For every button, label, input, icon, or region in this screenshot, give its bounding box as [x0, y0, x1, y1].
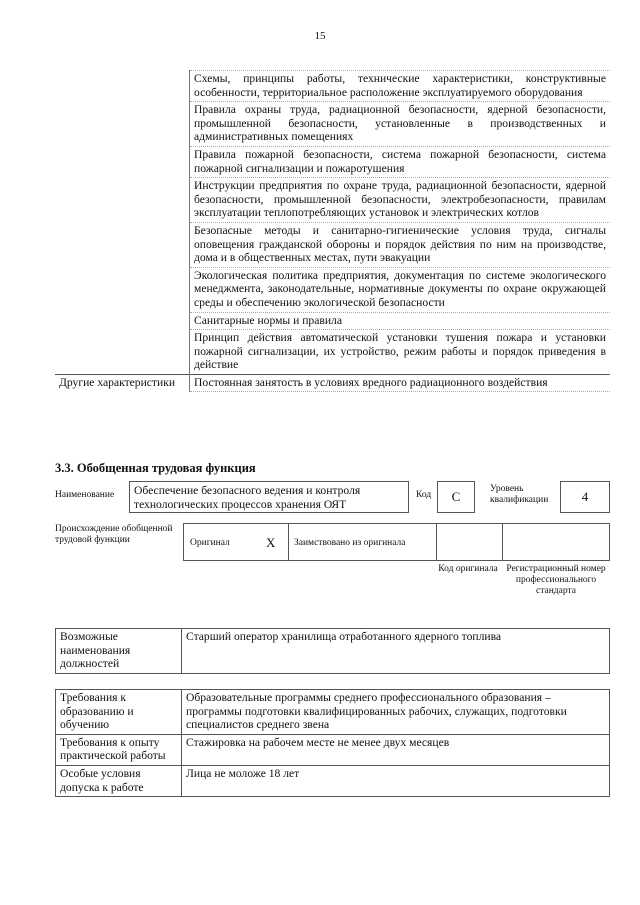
knowledge-item: Правила охраны труда, радиационной безопасности, ядерной безопасности, промышленной безопасности, установленные в производственных и административных помещениях [190, 102, 611, 147]
page-number: 15 [314, 30, 326, 42]
other-characteristics-value: Постоянная занятость в условиях вредного радиационного воздействия [190, 374, 611, 392]
divider [502, 523, 503, 561]
function-name-value: Обеспечение безопасного ведения и контроля технологических процессов хранения ОЯТ [129, 481, 409, 513]
table-row [55, 71, 610, 102]
divider [436, 523, 437, 561]
original-label: Оригинал [190, 538, 230, 548]
code-value: C [437, 481, 475, 513]
divider [288, 523, 289, 561]
knowledge-item: Экологическая политика предприятия, документация по системе экологического менеджмента, законодательные, нормативные документы по охране окружающей среды и обеспечению экологической безопасности [190, 267, 611, 312]
education-requirements-value: Образовательные программы среднего профессионального образования – программы подготовки квалифицированных рабочих, служащих, подготовки специалистов среднего звена [182, 690, 610, 735]
positions-value: Старший оператор хранилища отработанного ядерного топлива [182, 629, 610, 674]
knowledge-item: Безопасные методы и санитарно-гигиенические условия труда, сигналы оповещения гражданской обороны и порядок действия по ним на производстве, дома и в общественных местах, пути эвакуации [190, 222, 611, 267]
code-label: Код [416, 490, 432, 500]
knowledge-item: Инструкции предприятия по охране труда, радиационной безопасности, ядерной безопасности, промышленной безопасности, электробезопасности, правилам эксплуатации теплопотребляющих установок и электрических котлов [190, 178, 611, 223]
name-label: Наименование [55, 490, 115, 500]
table-row [56, 734, 610, 765]
positions-label: Возможные наименования должностей [56, 629, 182, 674]
positions-table [55, 628, 610, 674]
row-label [55, 71, 190, 375]
education-requirements-label: Требования к образованию и обучению [56, 690, 182, 735]
origin-label: Происхождение обобщенной трудовой функции [55, 524, 173, 545]
table-row [56, 765, 610, 796]
knowledge-item: Санитарные нормы и правила [190, 312, 611, 330]
knowledge-item: Принцип действия автоматической установки тушения пожара и установки пожарной сигнализации, их устройство, режим работы и порядок приведения в действие [190, 330, 611, 375]
level-label: Уровень квалификации [490, 484, 549, 505]
experience-requirements-label: Требования к опыту практической работы [56, 734, 182, 765]
table-row [56, 690, 610, 735]
level-value: 4 [560, 481, 610, 513]
table-row [56, 629, 610, 674]
origin-box [183, 523, 610, 561]
knowledge-item: Правила пожарной безопасности, система пожарной безопасности, система пожарной сигнализации и пожаротушения [190, 146, 611, 177]
experience-requirements-value: Стажировка на рабочем месте не менее двух месяцев [182, 734, 610, 765]
knowledge-item: Схемы, принципы работы, технические характеристики, конструктивные особенности, территориальное расположение эксплуатируемого оборудования [190, 71, 611, 102]
section-title: 3.3. Обобщенная трудовая функция [55, 461, 256, 475]
other-characteristics-label: Другие характеристики [55, 374, 190, 392]
table-row [55, 374, 610, 392]
registration-number-caption: Регистрационный номер профессионального стандарта [506, 564, 606, 596]
borrowed-label: Заимствовано из оригинала [294, 538, 406, 548]
admission-conditions-label: Особые условия допуска к работе [56, 765, 182, 796]
requirements-table [55, 689, 610, 797]
code-original-caption: Код оригинала [438, 564, 498, 574]
knowledge-table [55, 70, 610, 392]
admission-conditions-value: Лица не моложе 18 лет [182, 765, 610, 796]
original-mark: X [266, 535, 276, 550]
